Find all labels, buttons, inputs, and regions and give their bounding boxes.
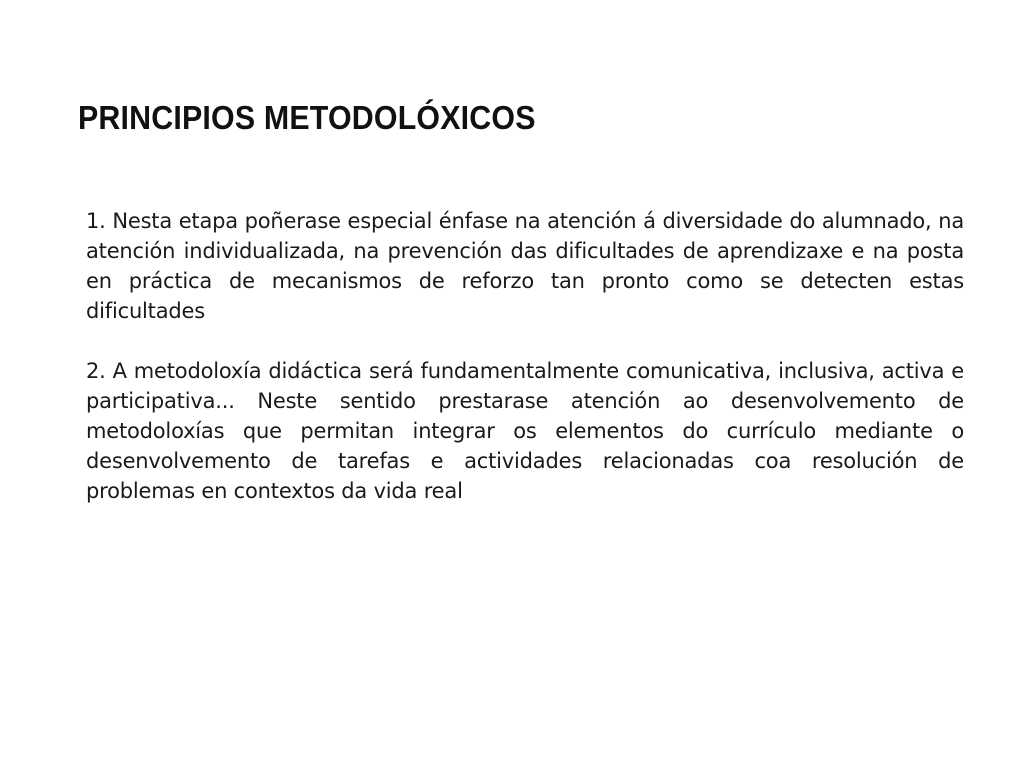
slide-title: PRINCIPIOS METODOLÓXICOS [78,99,536,136]
paragraph-2: 2. A metodoloxía didáctica será fundamentalmente comunicativa, inclusiva, activa e participativa... Neste sentido prestarase atención ao desenvolvemento de metodoloxías que permitan integrar os elementos do currículo mediante o desenvolvemento de tarefas e actividades relacionadas coa resolución de problemas en contextos da vida real [86,359,964,503]
slide-body [86,206,964,506]
paragraph-1: 1. Nesta etapa poñerase especial énfase na atención á diversidade do alumnado, na atención individualizada, na prevención das dificultades de aprendizaxe e na posta en práctica de mecanismos de reforzo tan pronto como se detecten estas dificultades [86,209,964,323]
